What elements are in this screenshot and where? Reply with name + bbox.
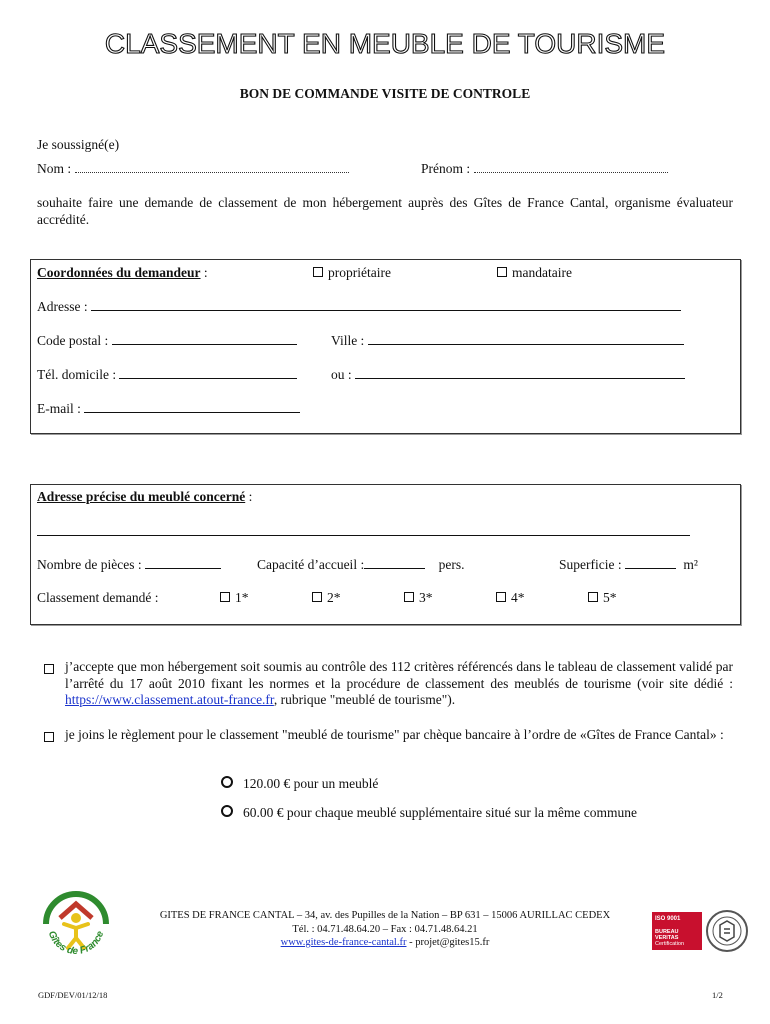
price-option-2[interactable]: [221, 805, 637, 821]
tel-label: Tél. domicile :: [37, 367, 117, 382]
code-postal-input-line[interactable]: [112, 332, 297, 345]
gites-de-france-logo-icon: [38, 890, 114, 966]
page-number: 1/2: [712, 990, 723, 1000]
radio-bullet-icon[interactable]: [221, 805, 233, 817]
pieces-field[interactable]: [37, 556, 221, 573]
m2-label: m²: [683, 557, 698, 572]
tel-alt-field[interactable]: [331, 366, 685, 383]
price-option-1-label: 120.00 € pour un meublé: [243, 776, 379, 791]
email-field[interactable]: [37, 400, 300, 417]
meuble-heading-suffix: :: [245, 489, 253, 504]
superficie-input-line[interactable]: [625, 556, 676, 569]
adresse-input-line[interactable]: [91, 298, 681, 311]
website-link[interactable]: www.gites-de-france-cantal.fr: [280, 937, 407, 948]
adresse-label: Adresse :: [37, 299, 88, 314]
radio-bullet-icon[interactable]: [221, 776, 233, 788]
star-option-3[interactable]: [404, 590, 433, 606]
nom-field[interactable]: [37, 161, 349, 177]
ou-label: ou :: [331, 367, 352, 382]
cert-iso: ISO 9001: [655, 916, 681, 922]
capacite-input-line[interactable]: [364, 556, 425, 569]
demandeur-heading-suffix: :: [200, 265, 208, 280]
atout-france-link[interactable]: https://www.classement.atout-france.fr: [65, 692, 274, 707]
option-mandataire-label: mandataire: [512, 265, 572, 280]
undersigned-label: Je soussigné(e): [37, 137, 120, 152]
page-subtitle: BON DE COMMANDE VISITE DE CONTROLE: [239, 86, 531, 101]
star-option-5[interactable]: [588, 590, 617, 606]
cert-name: BUREAU VERITAS: [655, 929, 679, 941]
accept-text-part1: j’accepte que mon hébergement soit soumis au contrôle des 112 critères référencés dans le tableau de classement validé par l’arrêté du 17 août 2010 fixant les normes et la procédure de classement des meublés de tourisme (voir site dédié :: [65, 659, 733, 691]
logo-text: Gîtes de France: [45, 929, 107, 958]
ville-label: Ville :: [331, 333, 365, 348]
price-option-1[interactable]: [221, 776, 378, 792]
checkbox-icon[interactable]: [496, 592, 506, 602]
option-mandataire[interactable]: [497, 265, 572, 281]
payment-checkbox[interactable]: [44, 729, 59, 747]
code-postal-field[interactable]: [37, 332, 297, 349]
checkbox-icon[interactable]: [312, 592, 322, 602]
star-option-label: 5*: [603, 590, 617, 605]
capacite-field[interactable]: [257, 556, 464, 573]
checkbox-icon[interactable]: [588, 592, 598, 602]
meuble-heading: [37, 489, 252, 505]
star-option-4[interactable]: [496, 590, 525, 606]
page-title: CLASSEMENT EN MEUBLE DE TOURISME: [104, 28, 666, 59]
checkbox-icon[interactable]: [497, 267, 507, 277]
accept-text-part2: , rubrique "meublé de tourisme").: [273, 692, 456, 707]
bureau-veritas-badge: [652, 912, 702, 950]
document-reference: GDF/DEV/01/12/18: [38, 990, 108, 1000]
accept-checkbox[interactable]: [44, 661, 59, 679]
email-label: E-mail :: [37, 401, 81, 416]
footer-address: GITES DE FRANCE CANTAL – 34, av. des Pupilles de la Nation – BP 631 – 15006 AURILLAC CEDEX: [159, 910, 611, 921]
pers-label: pers.: [438, 557, 465, 572]
star-option-label: 3*: [419, 590, 433, 605]
capacite-label: Capacité d’accueil :: [257, 557, 365, 572]
price-option-2-label: 60.00 € pour chaque meublé supplémentaire situé sur la même commune: [243, 805, 638, 820]
nom-label: Nom :: [37, 161, 72, 176]
prenom-field[interactable]: [421, 161, 668, 177]
ville-input-line[interactable]: [368, 332, 684, 345]
superficie-label: Superficie :: [559, 557, 622, 572]
ville-field[interactable]: [331, 332, 684, 349]
payment-text: je joins le règlement pour le classement "meublé de tourisme" par chèque bancaire à l’ordre de «Gîtes de France Cantal» :: [65, 727, 724, 742]
superficie-field[interactable]: [559, 556, 698, 573]
nom-input-line[interactable]: [75, 162, 349, 173]
checkbox-icon[interactable]: [44, 664, 54, 674]
prenom-input-line[interactable]: [474, 162, 668, 173]
meuble-address-input-line[interactable]: [37, 535, 690, 536]
meuble-heading-text: Adresse précise du meublé concerné: [37, 489, 246, 504]
demandeur-heading: [37, 265, 208, 281]
checkbox-icon[interactable]: [313, 267, 323, 277]
prenom-label: Prénom :: [421, 161, 471, 176]
star-option-label: 2*: [327, 590, 341, 605]
classement-label: Classement demandé :: [37, 590, 159, 605]
footer-email: - projet@gites15.fr: [406, 937, 490, 948]
footer-phone: Tél. : 04.71.48.64.20 – Fax : 04.71.48.64.21: [292, 923, 478, 935]
pieces-label: Nombre de pièces :: [37, 557, 142, 572]
checkbox-icon[interactable]: [44, 732, 54, 742]
option-proprietaire-label: propriétaire: [328, 265, 391, 280]
bureau-veritas-seal-icon: [705, 909, 749, 953]
star-option-1[interactable]: [220, 590, 249, 606]
footer-contact: [120, 909, 650, 950]
pieces-input-line[interactable]: [145, 556, 221, 569]
option-proprietaire[interactable]: [313, 265, 391, 281]
tel-field[interactable]: [37, 366, 297, 383]
accept-text: [65, 659, 733, 709]
star-option-2[interactable]: [312, 590, 341, 606]
checkbox-icon[interactable]: [220, 592, 230, 602]
star-option-label: 4*: [511, 590, 525, 605]
adresse-field[interactable]: [37, 298, 681, 315]
checkbox-icon[interactable]: [404, 592, 414, 602]
cert-sub: Certification: [655, 941, 685, 947]
star-option-label: 1*: [235, 590, 249, 605]
tel-input-line[interactable]: [119, 366, 297, 379]
request-text: souhaite faire une demande de classement de mon hébergement auprès des Gîtes de France Cantal, organisme évaluateur accrédité.: [37, 195, 733, 227]
code-postal-label: Code postal :: [37, 333, 109, 348]
tel-alt-input-line[interactable]: [355, 366, 685, 379]
demandeur-heading-text: Coordonnées du demandeur: [37, 265, 201, 280]
email-input-line[interactable]: [84, 400, 300, 413]
